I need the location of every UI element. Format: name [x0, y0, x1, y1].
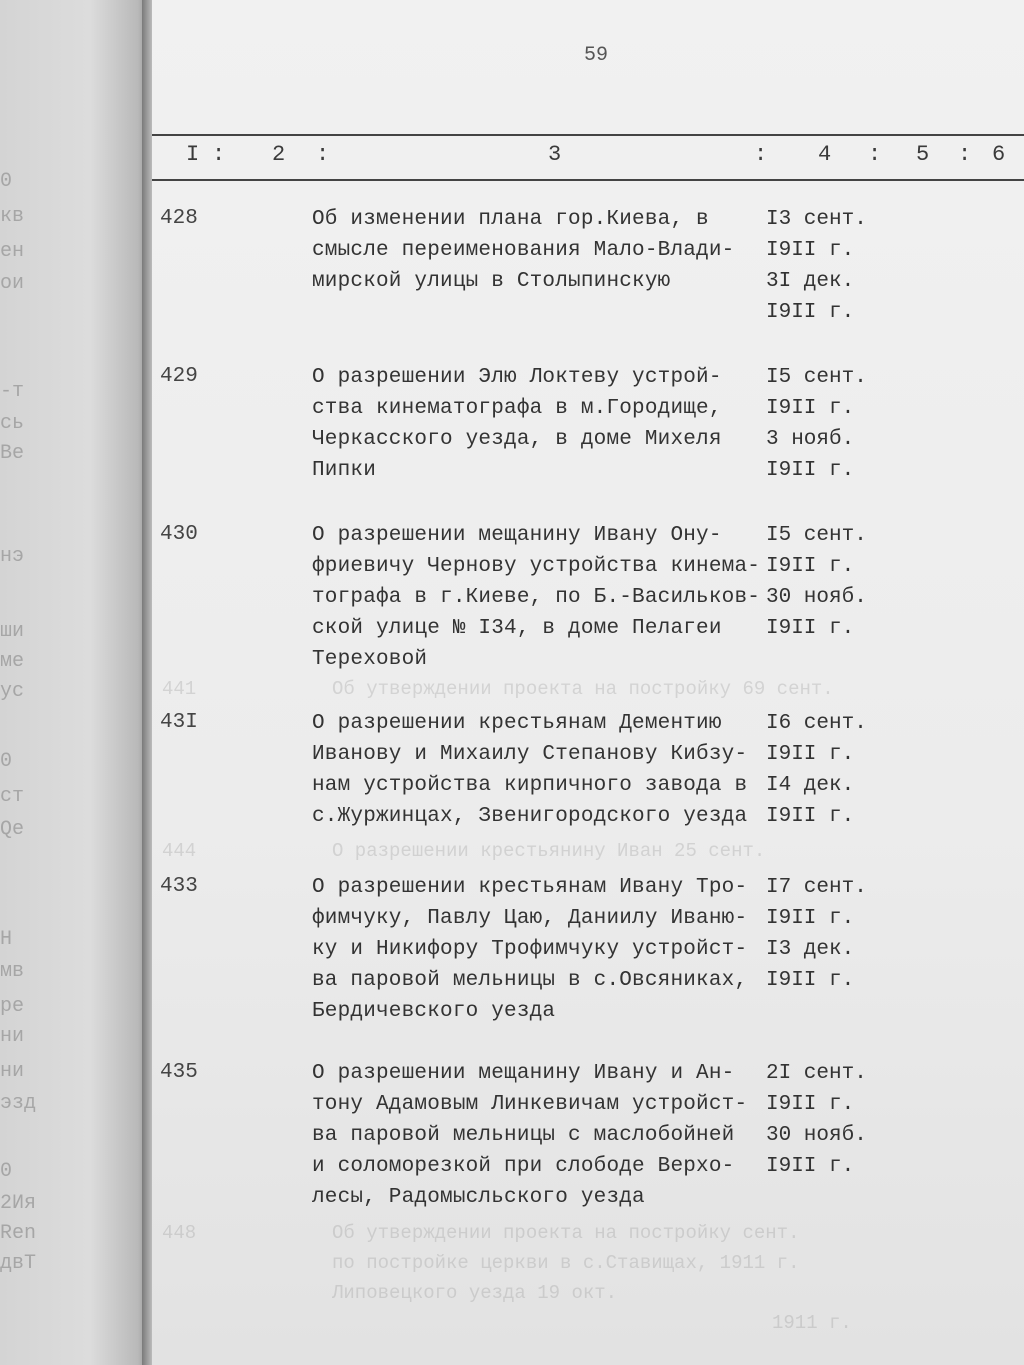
bleed-text: ши — [0, 620, 25, 642]
entry-description: О разрешении крестьянам Дементию Иванову и Михаилу Степанову Кибзу- нам устройства кирпичного завода в с.Журжинцах, Звенигородского уезда — [312, 712, 748, 828]
entry-description: О разрешении Элю Локтеву устрой- ства кинематографа в м.Городище, Черкасского уезда, в доме Михеля Пипки — [312, 366, 722, 482]
column-header: 5 — [916, 142, 930, 167]
column-headers — [152, 142, 1024, 172]
bleed-text: Ве — [0, 442, 25, 464]
bleed-text: 1911 г. — [772, 1312, 852, 1334]
document-page — [152, 0, 1024, 1365]
left-page-edge — [0, 0, 150, 1365]
column-header: I — [186, 142, 200, 167]
bleed-text: 0 — [0, 170, 13, 192]
bleed-text: 0 — [0, 750, 13, 772]
bleed-text: Липовецкого уезда 19 окт. — [332, 1282, 618, 1304]
bleed-text: Об утверждении проекта на постройку сент. — [332, 1222, 800, 1244]
column-separator: : — [958, 142, 972, 167]
bleed-text: 0 — [0, 1160, 13, 1182]
bleed-text: кв — [0, 205, 25, 227]
column-separator: : — [212, 142, 226, 167]
bleed-text: Qe — [0, 818, 25, 840]
entry-dates: I6 сент. I9II г. I4 дек. I9II г. — [766, 712, 867, 828]
entry-dates: I7 сент. I9II г. I3 дек. I9II г. — [766, 876, 867, 992]
bleed-text: Н — [0, 928, 13, 950]
column-header: 3 — [548, 142, 562, 167]
entry-dates: I5 сент. I9II г. 30 нояб. I9II г. — [766, 524, 867, 640]
bleed-text: мв — [0, 960, 25, 982]
bleed-text: двТ — [0, 1252, 37, 1274]
bleed-text: Ren — [0, 1222, 37, 1244]
entry-number: 429 — [160, 365, 198, 388]
column-separator: : — [316, 142, 330, 167]
bleed-text: 444 — [162, 840, 197, 862]
entry-description: О разрешении крестьянам Ивану Тро- фимчуку, Павлу Цаю, Даниилу Иваню- ку и Никифору Трофимчуку устройст- ва паровой мельницы в с.Овсяниках, Бердичевского уезда — [312, 876, 748, 1023]
column-header: 6 — [992, 142, 1006, 167]
bleed-text: ст — [0, 785, 25, 807]
bleed-text: 2Ия — [0, 1192, 37, 1214]
page-number: 59 — [584, 44, 609, 67]
entry-dates: I5 сент. I9II г. 3 нояб. I9II г. — [766, 366, 867, 482]
bleed-text: ои — [0, 272, 25, 294]
bleed-text: сь — [0, 412, 25, 434]
column-separator: : — [754, 142, 768, 167]
header-rule-bottom — [152, 179, 1024, 181]
bleed-text: -т — [0, 380, 25, 402]
entry-number: 435 — [160, 1061, 198, 1084]
entry-number: 433 — [160, 875, 198, 898]
bleed-text: 448 — [162, 1222, 197, 1244]
bleed-text: 441 — [162, 678, 197, 700]
column-header: 4 — [818, 142, 832, 167]
entry-description: Об изменении плана гор.Киева, в смысле переименования Мало-Влади- мирской улицы в Столыпинскую — [312, 208, 735, 293]
bleed-text: Об утверждении проекта на постройку 69 сент. — [332, 678, 834, 700]
entry-number: 428 — [160, 207, 198, 230]
entry-number: 43I — [160, 711, 198, 734]
column-header: 2 — [272, 142, 286, 167]
bleed-text: нэ — [0, 545, 25, 567]
entry-description: О разрешении мещанину Ивану и Ан- тону Адамовым Линкевичам устройст- ва паровой мельницы с маслобойней и соломорезкой при слободе Верхо- лесы, Радомысльского уезда — [312, 1062, 748, 1209]
bleed-text: ни — [0, 1060, 25, 1082]
bleed-text: эзд — [0, 1092, 37, 1114]
column-separator: : — [868, 142, 882, 167]
bleed-text: ме — [0, 650, 25, 672]
entry-dates: 2I сент. I9II г. 30 нояб. I9II г. — [766, 1062, 867, 1178]
bleed-text: ре — [0, 995, 25, 1017]
bleed-text: ен — [0, 240, 25, 262]
bleed-text: ни — [0, 1025, 25, 1047]
bleed-text: ус — [0, 680, 25, 702]
bleed-text: О разрешении крестьянину Иван 25 сент. — [332, 840, 766, 862]
entry-number: 430 — [160, 523, 198, 546]
header-rule-top — [152, 134, 1024, 136]
bleed-text: по постройке церкви в с.Ставищах, 1911 г. — [332, 1252, 800, 1274]
entry-description: О разрешении мещанину Ивану Ону- фриевичу Чернову устройства кинема- тографа в г.Киеве, по Б.-Васильков- ской улице № I34, в доме Пелагеи Тереховой — [312, 524, 761, 671]
entry-dates: I3 сент. I9II г. 3I дек. I9II г. — [766, 208, 867, 324]
